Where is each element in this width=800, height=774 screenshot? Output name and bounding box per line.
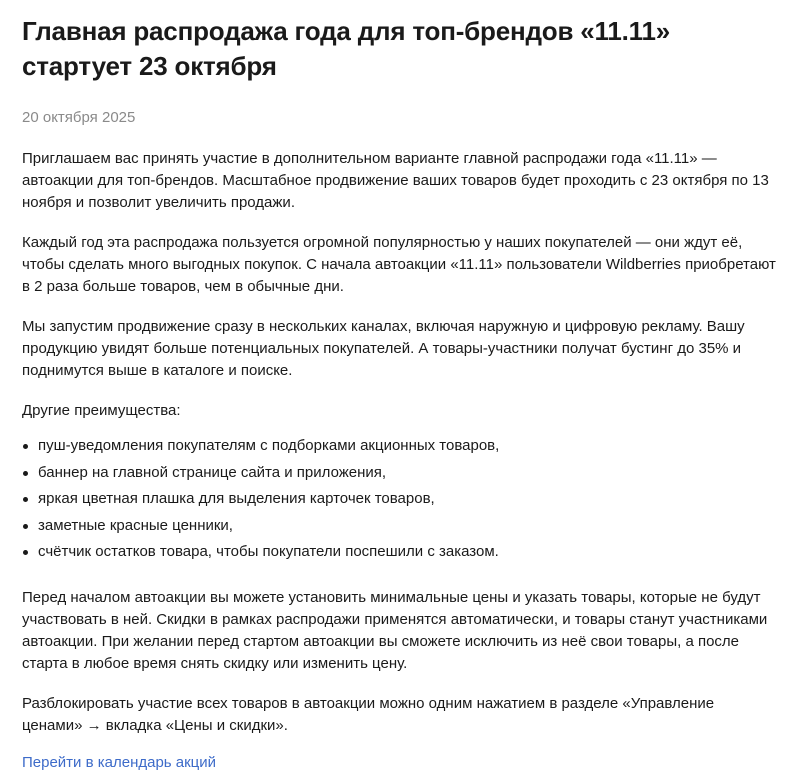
paragraph-popularity: Каждый год эта распродажа пользуется огромной популярностью у наших покупателей — они ждут её, чтобы сделать много выгодных покупок. С начала автоакции «11.11» пользователи Wildberries приобретают в 2 раза больше товаров, чем в обычные дни. [22,234,776,295]
article-title: Главная распродажа года для топ-брендов «11.11» стартует 23 октября [22,16,670,81]
list-item: счётчик остатков товара, чтобы покупатели поспешили с заказом. [22,541,778,563]
list-item: заметные красные ценники, [22,515,778,537]
paragraph-intro: Приглашаем вас принять участие в дополнительном варианте главной распродажи года «11.11» — автоакции для топ-брендов. Масштабное продвижение ваших товаров будет проходить с 23 октября по 13 ноября и позволит увеличить продажи. [22,150,769,211]
paragraph-prices: Перед началом автоакции вы можете установить минимальные цены и указать товары, которые не будут участвовать в ней. Скидки в рамках распродажи применятся автоматически, и товары станут участниками автоакции. При желании перед стартом автоакции вы сможете исключить из неё свои товары, а после старта в любое время снять скидку или изменить цену. [22,589,768,672]
promo-calendar-link[interactable]: Перейти в календарь акций [22,754,217,771]
benefits-list [22,435,778,563]
list-item: яркая цветная плашка для выделения карточек товаров, [22,488,778,510]
paragraph-unlock: Разблокировать участие всех товаров в автоакции можно одним нажатием в разделе «Управление ценами» → вкладка «Цены и скидки». [22,695,715,734]
list-item: пуш-уведомления покупателям с подборками акционных товаров, [22,435,778,457]
paragraph-promotion: Мы запустим продвижение сразу в нескольких каналах, включая наружную и цифровую рекламу. Вашу продукцию увидят больше потенциальных покупателей. А товары-участники получат бустинг до 35% и поднимутся выше в каталоге и поиске. [22,318,745,379]
publish-date: 20 октября 2025 [22,109,136,126]
benefits-heading: Другие преимущества: [22,402,181,419]
list-item: баннер на главной странице сайта и приложения, [22,462,778,484]
